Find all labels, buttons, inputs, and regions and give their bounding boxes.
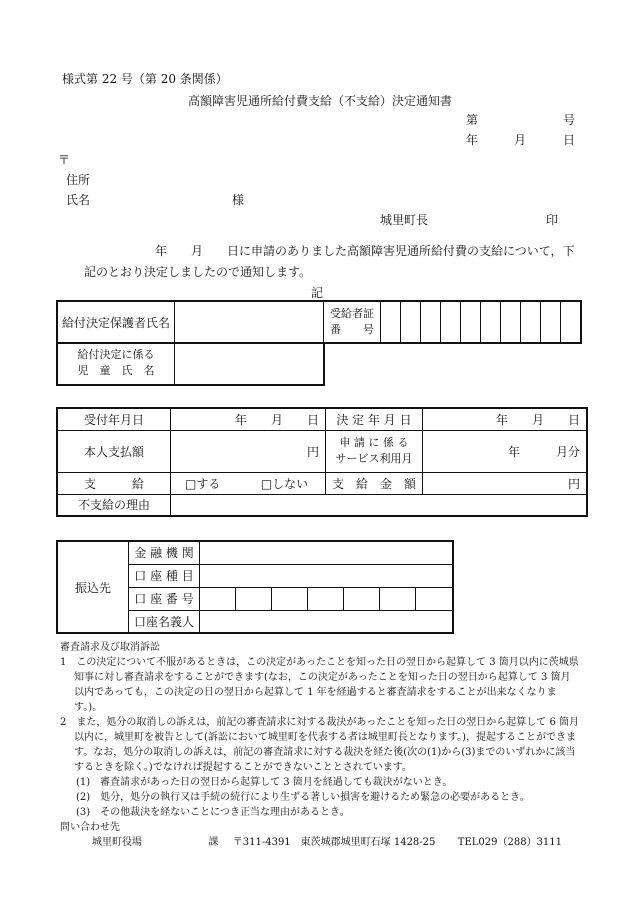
form-number: 様式第 22 号（第 20 条関係） [62, 72, 228, 86]
cert-digit-box[interactable] [441, 301, 461, 343]
contact-address: 〒311-4391 東茨城郡城里町石塚 1428-25 [232, 837, 436, 848]
amount-label: 支 給 金 額 [326, 472, 423, 494]
ki-label: 記 [311, 286, 324, 300]
account-name-value[interactable] [200, 610, 454, 633]
child-name-label: 給付決定に係る 児 童 氏 名 [57, 343, 175, 385]
body-line-2: 記のとおり決定しましたので通知します。 [84, 265, 312, 279]
name-label: 氏名 [66, 193, 91, 207]
reason-value[interactable] [171, 494, 588, 516]
account-type-value[interactable] [200, 564, 454, 587]
account-name-label: 口座名義人 [129, 610, 200, 633]
service-month-label: 申 請 に 係 る サービス利用月 [326, 430, 423, 472]
guardian-name-label: 給付決定保護者氏名 [57, 301, 175, 343]
postal-mark: 〒 [58, 153, 71, 167]
child-name-value[interactable] [175, 343, 325, 385]
account-number-label: 口 座 番 号 [129, 587, 200, 610]
notes-sub-2: (2) 処分，処分の執行又は手続の続行により生ずる著しい損害を避けるため緊急の必要があるとき。 [76, 792, 530, 803]
self-pay-label: 本人支払額 [57, 430, 171, 472]
payment-yes-checkbox[interactable]: □する [185, 476, 221, 491]
notes-sub-1: (1) 審査請求があった日の翌日から起算して 3 箇月を経過しても裁決がないとき。 [76, 777, 453, 788]
notes-heading: 審査請求及び取消訴訟 [60, 642, 160, 653]
date-year-label: 年 [466, 133, 479, 147]
account-digit-box[interactable] [344, 587, 380, 610]
account-type-label: 口 座 種 目 [129, 564, 200, 587]
account-digit-box[interactable] [236, 587, 272, 610]
address-label: 住所 [66, 173, 91, 187]
cert-digit-box[interactable] [381, 301, 401, 343]
doc-no-go: 号 [563, 113, 576, 127]
contact-tel: TEL029（288）3111 [457, 837, 563, 848]
decision-date-label: 決 定 年 月 日 [326, 408, 423, 430]
guardian-name-value[interactable] [175, 301, 324, 343]
account-digit-box[interactable] [200, 587, 236, 610]
contact-office: 城里町役場 [92, 837, 142, 848]
cert-digit-box[interactable] [541, 301, 561, 343]
self-pay-value[interactable]: 円 [171, 430, 326, 472]
cert-digit-box[interactable] [481, 301, 501, 343]
notes-item-2: 2 また，処分の取消しの訴えは，前記の審査請求に対する裁決があったことを知った日の翌日から起算して 6 箇月以内に，城里町を被告として(訴訟において城里町を代表する者は城里町長となります。)，提起することができます。なお，処分の取消しの訴えは，前記の審査請求に対する裁決を経た後(次の(1)から(3)までのいずれかに該当するときを除く。)でなければ提起することができないこととされています。 [60, 717, 579, 773]
cert-digit-box[interactable] [401, 301, 421, 343]
cert-digit-box[interactable] [421, 301, 441, 343]
account-digit-box[interactable] [272, 587, 308, 610]
payment-label: 支 給 [57, 472, 171, 494]
cert-number-label: 受給者証 番 号 [324, 301, 381, 343]
cert-digit-box[interactable] [501, 301, 521, 343]
account-digit-box[interactable] [308, 587, 344, 610]
payment-no-checkbox[interactable]: □しない [260, 476, 309, 491]
amount-value[interactable]: 円 [423, 472, 588, 494]
notes-item-1: 1 この決定について不服があるときは，この決定があったことを知った日の翌日から起算して 3 箇月以内に茨城県知事に対し審査請求をすることができます(なお，この決定があったことを知った日の翌日から起算して 3 箇月以内であっても，この決定の日の翌日から起算して 1 年を経過すると審査請求をすることが出来なくなります。)。 [60, 657, 579, 713]
honorific: 様 [232, 193, 245, 207]
contact-line [60, 835, 580, 850]
date-month-label: 月 [514, 133, 527, 147]
body-line-1: 年 月 日に申請のありました高額障害児通所給付費の支給について，下 [155, 244, 575, 258]
decision-date-value[interactable]: 年 月 日 [423, 408, 588, 430]
notes-sub-3: (3) その他裁決を経ないことにつき正当な理由があるとき。 [76, 807, 350, 818]
cert-digit-box[interactable] [521, 301, 541, 343]
table-guardian [56, 300, 582, 344]
document-title: 高額障害児通所給付費支給（不支給）決定通知書 [188, 94, 453, 108]
transfer-label: 振込先 [57, 541, 129, 633]
reason-label: 不支給の理由 [57, 494, 171, 516]
contact-dept: 課 [208, 837, 219, 848]
received-date-label: 受付年月日 [57, 408, 171, 430]
contact-heading: 問い合わせ先 [60, 822, 120, 833]
appeal-notes [60, 640, 580, 850]
table-child [56, 342, 325, 386]
account-digit-box[interactable] [416, 587, 454, 610]
received-date-value[interactable]: 年 月 日 [171, 408, 326, 430]
cert-digit-box[interactable] [561, 301, 582, 343]
service-month-value[interactable]: 年 月分 [423, 430, 588, 472]
cert-digit-box[interactable] [461, 301, 481, 343]
bank-value[interactable] [200, 541, 454, 564]
account-digit-box[interactable] [380, 587, 416, 610]
date-day-label: 日 [563, 133, 576, 147]
table-decision [56, 407, 588, 517]
table-transfer [56, 540, 454, 634]
bank-label: 金 融 機 関 [129, 541, 200, 564]
payment-options [171, 472, 326, 494]
doc-no-dai: 第 [466, 113, 479, 127]
issuer-seal: 印 [546, 213, 559, 227]
issuer-mayor: 城里町長 [380, 213, 429, 227]
